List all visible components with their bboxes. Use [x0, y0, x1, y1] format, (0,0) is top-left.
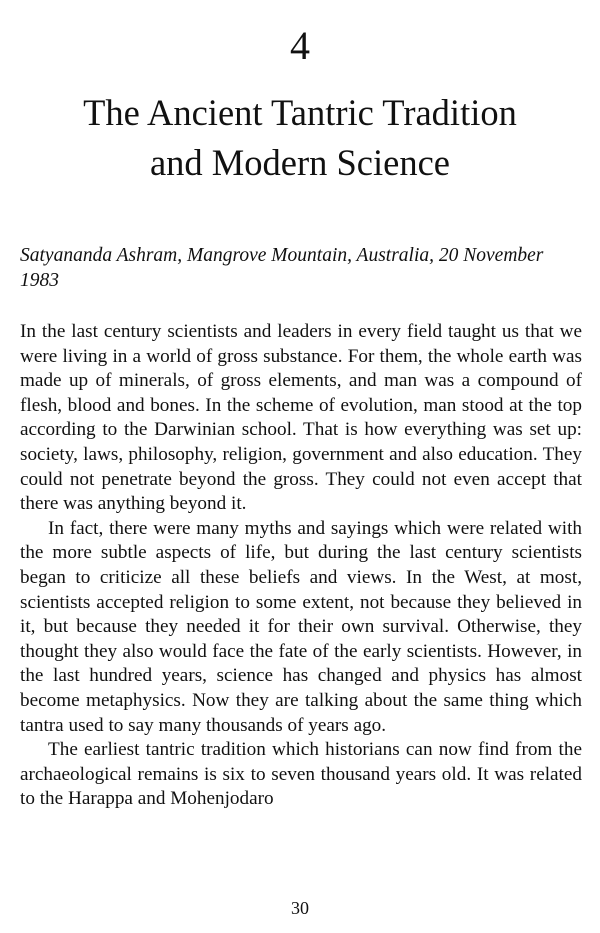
paragraph-2: In fact, there were many myths and sayings which were related with the more subtle aspects of life, but during the last century scientists began to criticize all these beliefs and views. In the West, at most, scientists accepted religion to some extent, not because they believed in it, but because they needed it for their own survival. Otherwise, they thought they also would face the fate of the early scientists. However, in the last hundred years, science has changed and physics has almost become metaphysics. Now they are talking about the same thing which tantra used to say many thousands of years ago. — [20, 517, 582, 736]
paragraph-3: The earliest tantric tradition which historians can now find from the archaeological remains is six to seven thousand years old. It was related to the Harappa and Mohenjodaro — [20, 739, 582, 810]
chapter-title — [0, 88, 600, 188]
chapter-title-line-1: The Ancient Tantric Tradition — [83, 92, 517, 133]
dateline: Satyananda Ashram, Mangrove Mountain, Australia, 20 November 1983 — [20, 245, 544, 291]
paragraph-1: In the last century scientists and leaders in every field taught us that we were living in a world of gross substance. For them, the whole earth was made up of minerals, of gross elements, and man was a compound of flesh, blood and bones. In the scheme of evolution, man stood at the top according to the Darwinian school. That is how everything was set up: society, laws, philosophy, religion, government and also education. They could not penetrate beyond the gross. They could not even accept that there was anything beyond it. — [20, 321, 582, 515]
chapter-title-line-2: and Modern Science — [149, 142, 450, 183]
chapter-number: 4 — [290, 23, 310, 68]
page-number: 30 — [291, 898, 309, 918]
body-text — [20, 320, 582, 812]
